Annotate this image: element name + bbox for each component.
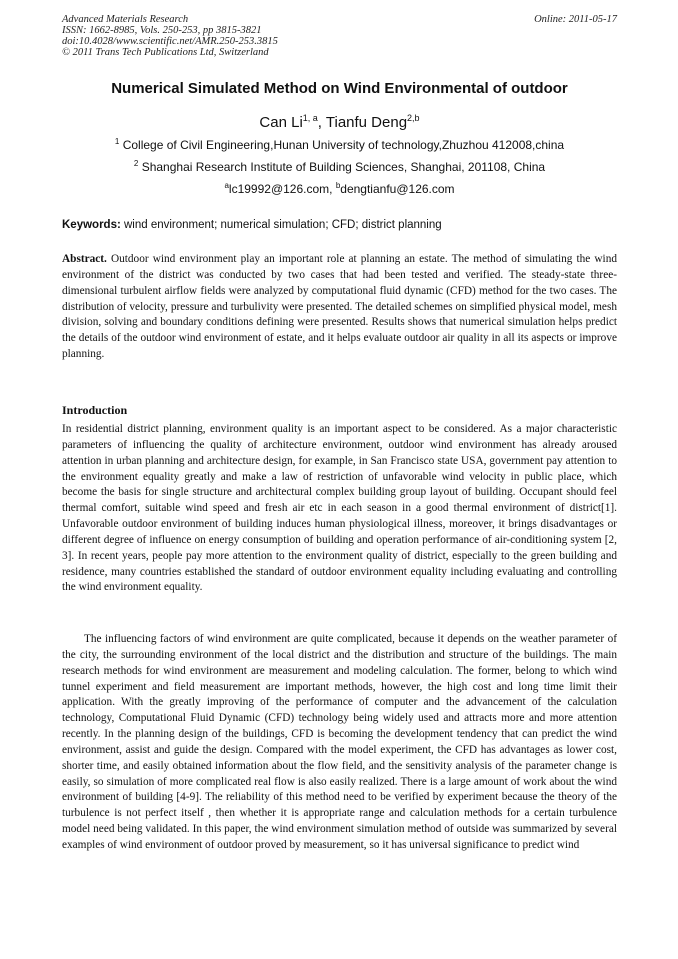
affiliation-marker: 1 <box>114 137 120 146</box>
keywords-label: Keywords: <box>62 219 121 231</box>
affiliation-text: College of Civil Engineering,Hunan University of technology,Zhuzhou 412008,china <box>119 138 565 152</box>
abstract-label: Abstract. <box>62 253 107 265</box>
email-address[interactable]: lc19992@126.com, <box>228 182 336 196</box>
keywords-text: wind environment; numerical simulation; CFD; district planning <box>120 219 442 231</box>
author-name: Tianfu Deng <box>325 114 408 131</box>
copyright-line: © 2011 Trans Tech Publications Ltd, Switzerland <box>62 47 269 58</box>
paper-title: Numerical Simulated Method on Wind Environmental of outdoor <box>111 80 568 97</box>
affiliation-marker: 2 <box>133 159 139 168</box>
affiliation-1 <box>62 137 617 153</box>
issn-line: ISSN: 1662-8985, Vols. 250-253, pp 3815-3821 <box>62 25 262 36</box>
email-address[interactable]: dengtianfu@126.com <box>340 182 455 196</box>
author-superscript: 1, a <box>302 113 318 123</box>
author-line <box>62 113 617 133</box>
abstract-text: Outdoor wind environment play an important role at planning an estate. The method of simulating the wind environment of the district was conducted by two cases that had been tested and verified. The steady-state three-dimensional turbulent airflow fields were analyzed by computational fluid dynamic (CFD) method for the two cases. The distribution of velocity, pressure and turbulivity were presented. The detailed schemes on simplified physical model, mesh division, solving and boundary conditions defining were presented. Results shows that numerical simulation helps predict the details of the outdoor wind environment of estate, and it helps evaluate outdoor air quality in all its aspects or improve planning. <box>62 253 617 361</box>
email-line <box>62 181 617 197</box>
keywords <box>62 218 617 233</box>
doi-line[interactable]: doi:10.4028/www.scientific.net/AMR.250-253.3815 <box>62 36 278 47</box>
journal-name: Advanced Materials Research <box>62 14 189 25</box>
journal-header <box>62 14 617 58</box>
author-name: Can Li <box>259 114 303 131</box>
paragraph: In residential district planning, environment quality is an important aspect to be considered. As a major characteristic parameters of influencing the quality of architecture environment, outdoor wind environment has already aroused attention in urban planning and architecture design, for example, in San Francisco state USA, government pay attention to the environment equality greatly and make a law of restriction of unfavorable wind velocity in public place, which become the basis for single structure and architectural complex building group layout of building. Occupant should feel thermal comfort, suitable wind speed and fresh air etc in each season in a good thermal environment of district[1]. Unfavorable outdoor environment of building induces human physiological illness, moreover, it brings disadvantages or different degree of influence on energy consumption of building and operation performance of air-conditioning system [2, 3]. In recent years, people pay more attention to the environment quality of district, especially to the green building and residence, many countries established the standard of outdoor environment equality including evaluating and controlling the wind environment equality. <box>62 423 617 594</box>
abstract <box>62 252 617 363</box>
author-superscript: 2,b <box>407 113 420 123</box>
affiliation-text: Shanghai Research Institute of Building Sciences, Shanghai, 201108, China <box>138 160 546 174</box>
paragraph: The influencing factors of wind environment are quite complicated, because it depends on the weather parameter of the city, the surrounding environment of the local district and the distribution and structure of the buildings. The main research methods for wind environment are measurement and modeling calculation. The former, belong to which wind tunnel experiment and field measurement are important methods, however, the high cost and long time limit their application. With the greatly improving of the performance of computer and the advancement of the calculation technology, Computational Fluid Dynamic (CFD) technology being widely used and attracts more and more attention recently. In the planning design of the buildings, CFD is becoming the development tendency that can predict the wind environment, assist and guide the design. Compared with the model experiment, the CFD has advantages as lower cost, shorter time, and easily obtained information about the flow field, and the sensitivity analysis of the parameter change is easily, so simulation of more complicated real flow is also easily realized. There is a large amount of work about the wind environment of building [4-9]. The reliability of this method need to be verified by experiment because the theory of the turbulence is not perfect itself , then whether it is appropriate range and calculation methods for a certain turbulence model need being validated. In this paper, the wind environment simulation method of outside was summarized by several examples of wind environment of outdoor proved by measurement, so it has universal significance to predict wind <box>62 633 617 851</box>
email-marker: a <box>224 181 229 190</box>
email-marker: b <box>335 181 341 190</box>
affiliation-2 <box>62 159 617 175</box>
online-date: Online: 2011-05-17 <box>534 14 617 25</box>
author-separator: , <box>317 114 326 131</box>
section-heading: Introduction <box>62 403 128 417</box>
